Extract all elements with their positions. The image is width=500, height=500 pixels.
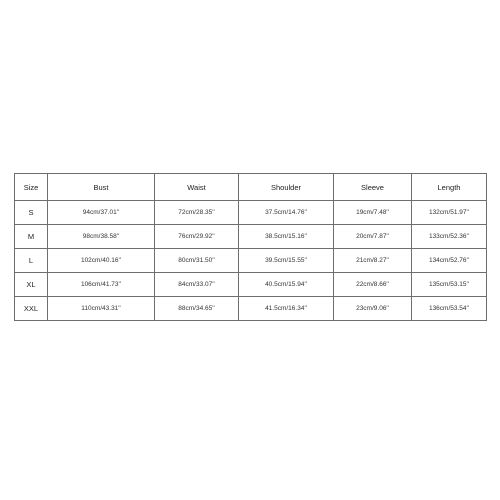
waist-cell: 76cm/29.92'' [155,225,239,249]
size-cell: S [15,201,48,225]
size-chart-table [14,173,487,321]
table-row [15,225,487,249]
size-cell: XXL [15,297,48,321]
shoulder-cell: 39.5cm/15.55'' [239,249,334,273]
bust-cell: 110cm/43.31'' [48,297,155,321]
shoulder-cell: 37.5cm/14.76'' [239,201,334,225]
size-cell: XL [15,273,48,297]
bust-cell: 98cm/38.58'' [48,225,155,249]
header-waist: Waist [155,174,239,201]
shoulder-cell: 41.5cm/16.34'' [239,297,334,321]
shoulder-cell: 40.5cm/15.94'' [239,273,334,297]
table-row [15,201,487,225]
length-cell: 134cm/52.76'' [412,249,487,273]
header-row [15,174,487,201]
length-cell: 133cm/52.36'' [412,225,487,249]
length-cell: 136cm/53.54'' [412,297,487,321]
waist-cell: 88cm/34.65'' [155,297,239,321]
sleeve-cell: 20cm/7.87'' [334,225,412,249]
header-sleeve: Sleeve [334,174,412,201]
sleeve-cell: 23cm/9.06'' [334,297,412,321]
header-bust: Bust [48,174,155,201]
sleeve-cell: 21cm/8.27'' [334,249,412,273]
bust-cell: 94cm/37.01'' [48,201,155,225]
table-row [15,249,487,273]
size-chart [14,173,486,321]
waist-cell: 80cm/31.50'' [155,249,239,273]
size-cell: L [15,249,48,273]
bust-cell: 102cm/40.16'' [48,249,155,273]
length-cell: 135cm/53.15'' [412,273,487,297]
waist-cell: 84cm/33.07'' [155,273,239,297]
header-size: Size [15,174,48,201]
header-shoulder: Shoulder [239,174,334,201]
waist-cell: 72cm/28.35'' [155,201,239,225]
size-cell: M [15,225,48,249]
header-length: Length [412,174,487,201]
sleeve-cell: 22cm/8.66'' [334,273,412,297]
table-row [15,273,487,297]
bust-cell: 106cm/41.73'' [48,273,155,297]
length-cell: 132cm/51.97'' [412,201,487,225]
table-row [15,297,487,321]
shoulder-cell: 38.5cm/15.16'' [239,225,334,249]
sleeve-cell: 19cm/7.48'' [334,201,412,225]
